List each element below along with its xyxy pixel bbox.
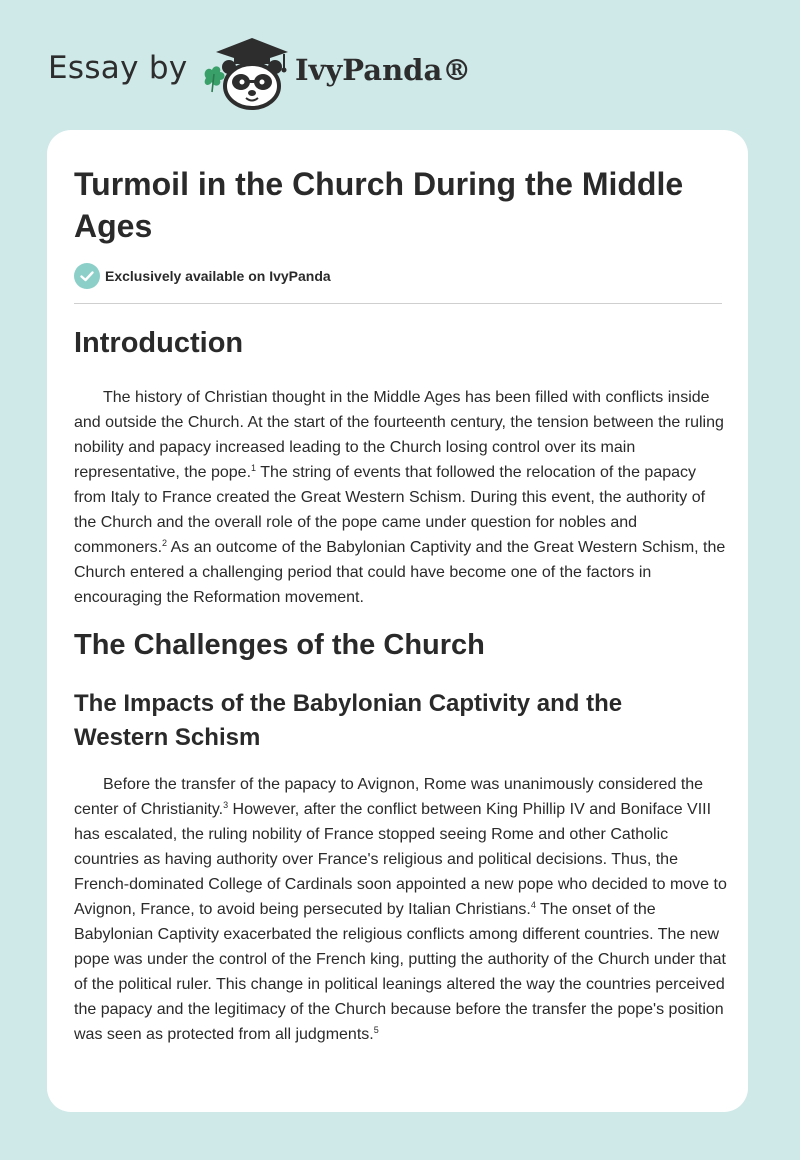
impacts-text-1: Before the transfer of the papacy to Avignon, Rome was unanimously considered the center of Christianity. — [74, 776, 704, 818]
footnote-ref-1[interactable]: 1 — [251, 463, 257, 473]
impacts-text-3: The onset of the Babylonian Captivity exacerbated the religious conflicts among different countries. The new pope was under the control of the French king, putting the authority of the Church under that of the political ruler. This change in political leanings altered the way the countries perceived the papacy and the legitimacy of the Church because before the transfer the pope's position was seen as protected from all judgments. — [74, 901, 726, 1043]
section-heading-introduction: Introduction — [74, 327, 244, 359]
section-heading-challenges: The Challenges of the Church — [74, 629, 485, 661]
essay-card — [47, 130, 748, 1112]
footnote-ref-3[interactable]: 3 — [223, 800, 229, 810]
check-circle-icon — [74, 263, 100, 289]
subsection-heading-impacts: The Impacts of the Babylonian Captivity and the Western Schism — [74, 690, 623, 751]
page-title: Turmoil in the Church During the Middle Ages — [74, 166, 684, 244]
brand-name: IvyPanda® — [295, 53, 472, 87]
exclusive-badge-label: Exclusively available on IvyPanda — [105, 268, 331, 284]
title-divider — [74, 303, 722, 304]
impacts-paragraph — [74, 772, 729, 1047]
intro-text-1: The history of Christian thought in the Middle Ages has been filled with conflicts inside and outside the Church. At the start of the fourteenth century, the tension between the ruling nobility and papacy increased leading to the Church losing control over its main representative, the pope. — [74, 389, 724, 481]
impacts-text-2: However, after the conflict between King Phillip IV and Boniface VIII has escalated, the ruling nobility of France stopped seeing Rome and other Catholic countries as having authority over France's religious and political decisions. Thus, the French-dominated College of Cardinals soon appointed a new pope who decided to move to Avignon, France, to avoid being persecuted by Italian Christians. — [74, 801, 727, 918]
footnote-ref-2[interactable]: 2 — [162, 538, 168, 548]
footnote-ref-4[interactable]: 4 — [530, 900, 536, 910]
footnote-ref-5[interactable]: 5 — [373, 1025, 379, 1035]
intro-text-3: As an outcome of the Babylonian Captivity and the Great Western Schism, the Church entered a challenging period that could have become one of the factors in encouraging the Reformation movement. — [74, 539, 726, 606]
intro-paragraph — [74, 385, 729, 610]
intro-text-2: The string of events that followed the relocation of the papacy from Italy to France created the Great Western Schism. During this event, the authority of the Church and the overall role of the pope came under question for nobles and commoners. — [74, 464, 706, 556]
panda-graduation-cap-logo-icon — [200, 34, 292, 110]
brand-header[interactable] — [48, 34, 548, 110]
brand-prefix: Essay by — [48, 50, 188, 86]
